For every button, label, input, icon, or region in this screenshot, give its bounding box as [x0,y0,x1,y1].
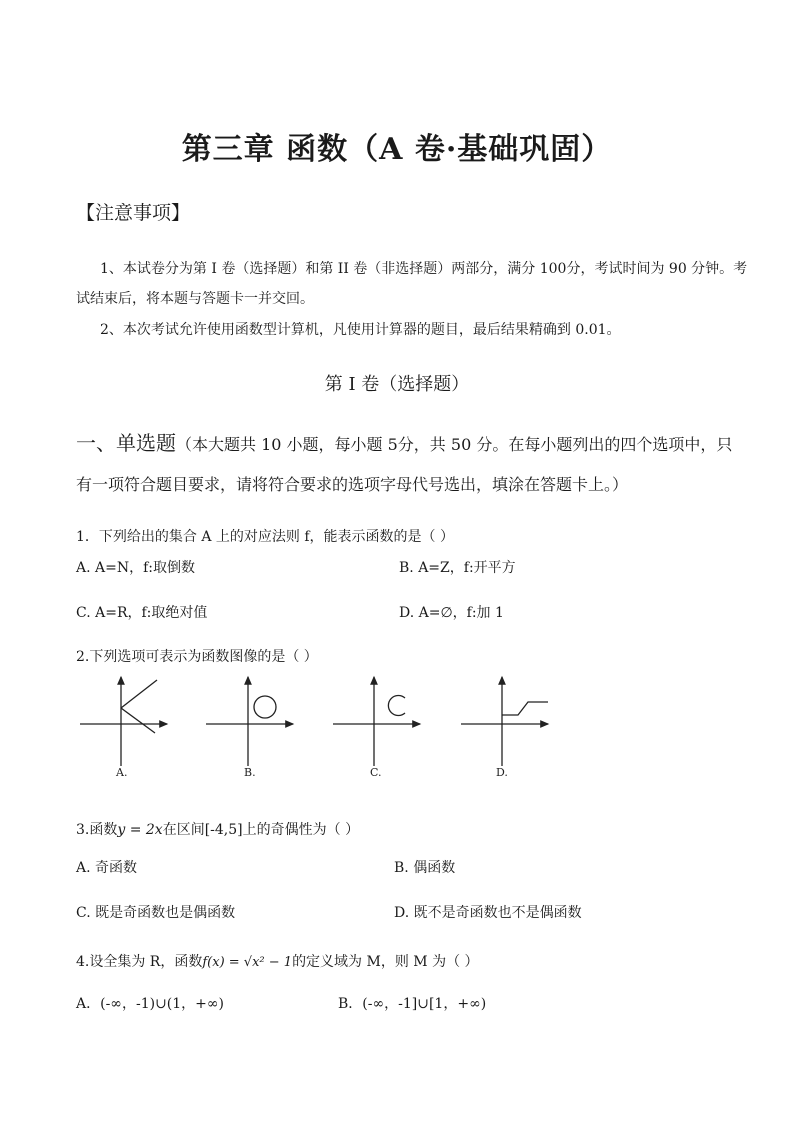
q3-stem [76,819,359,839]
q3-option-b: B. 偶函数 [394,860,456,876]
graph-b [206,677,293,766]
q1-option-c: C. A=R，f:取绝对值 [76,605,208,621]
graph-d [461,677,548,766]
notice-item-2: 2、本次考试允许使用函数型计算机，凡使用计算器的题目，最后结果精确到 0.01。 [100,322,621,338]
section-heading [76,427,732,456]
q3-option-c: C. 既是奇函数也是偶函数 [76,905,236,921]
notice-item-1-line-2: 试结束后，将本题与答题卡一并交回。 [76,291,314,307]
q3-option-d: D. 既不是奇函数也不是偶函数 [394,905,582,921]
page-title: 第三章 函数（A 卷·基础巩固） [181,132,613,167]
q3-option-a: A. 奇函数 [76,860,138,876]
q1-stem: 1．下列给出的集合 A 上的对应法则 f，能表示函数的是（ ） [76,529,454,545]
graph-d-label: D. [496,766,508,779]
notice-item-1-line-1: 1、本试卷分为第 I 卷（选择题）和第 II 卷（非选择题）两部分，满分 100分，考试时间为 90 分钟。考 [100,261,748,277]
section-description-line-1: （本大题共 10 小题，每小题 5分，共 50 分。在每小题列出的四个选项中，只 [176,435,733,454]
q3-stem-prefix: 3.函数 [76,822,118,838]
section-description-line-2: 有一项符合题目要求，请将符合要求的选项字母代号选出，填涂在答题卡上。） [76,475,629,494]
q1-option-a: A. A=N，f:取倒数 [76,560,195,576]
q4-stem-suffix: 的定义域为 M，则 M 为（ ） [292,954,479,970]
q4-option-b: B．(-∞，-1]∪[1，+∞) [338,996,487,1012]
q3-stem-suffix: 在区间[-4,5]上的奇偶性为（ ） [162,822,360,838]
q2-stem: 2.下列选项可表示为函数图像的是（ ） [76,649,318,665]
q4-option-a: A．(-∞，-1)∪(1，+∞) [76,996,225,1012]
graph-c-label: C. [370,766,382,779]
graph-a [80,677,167,766]
q1-option-b: B. A=Z，f:开平方 [399,560,516,576]
volume-title: 第 I 卷（选择题） [324,374,470,395]
section-heading-label: 一、单选题 [76,431,176,455]
graph-b-label: B. [244,766,256,779]
graph-a-label: A. [116,766,128,779]
q4-formula: f(x) = √x² − 1 [202,955,293,970]
q4-stem-prefix: 4.设全集为 R，函数 [76,954,203,970]
q3-formula: y = 2x [117,822,163,838]
q1-option-d: D. A=∅，f:加 1 [399,605,504,621]
notice-heading: 【注意事项】 [76,202,191,224]
q4-stem [76,951,479,971]
graph-c [333,677,420,766]
q2-graph-figure [0,660,794,790]
